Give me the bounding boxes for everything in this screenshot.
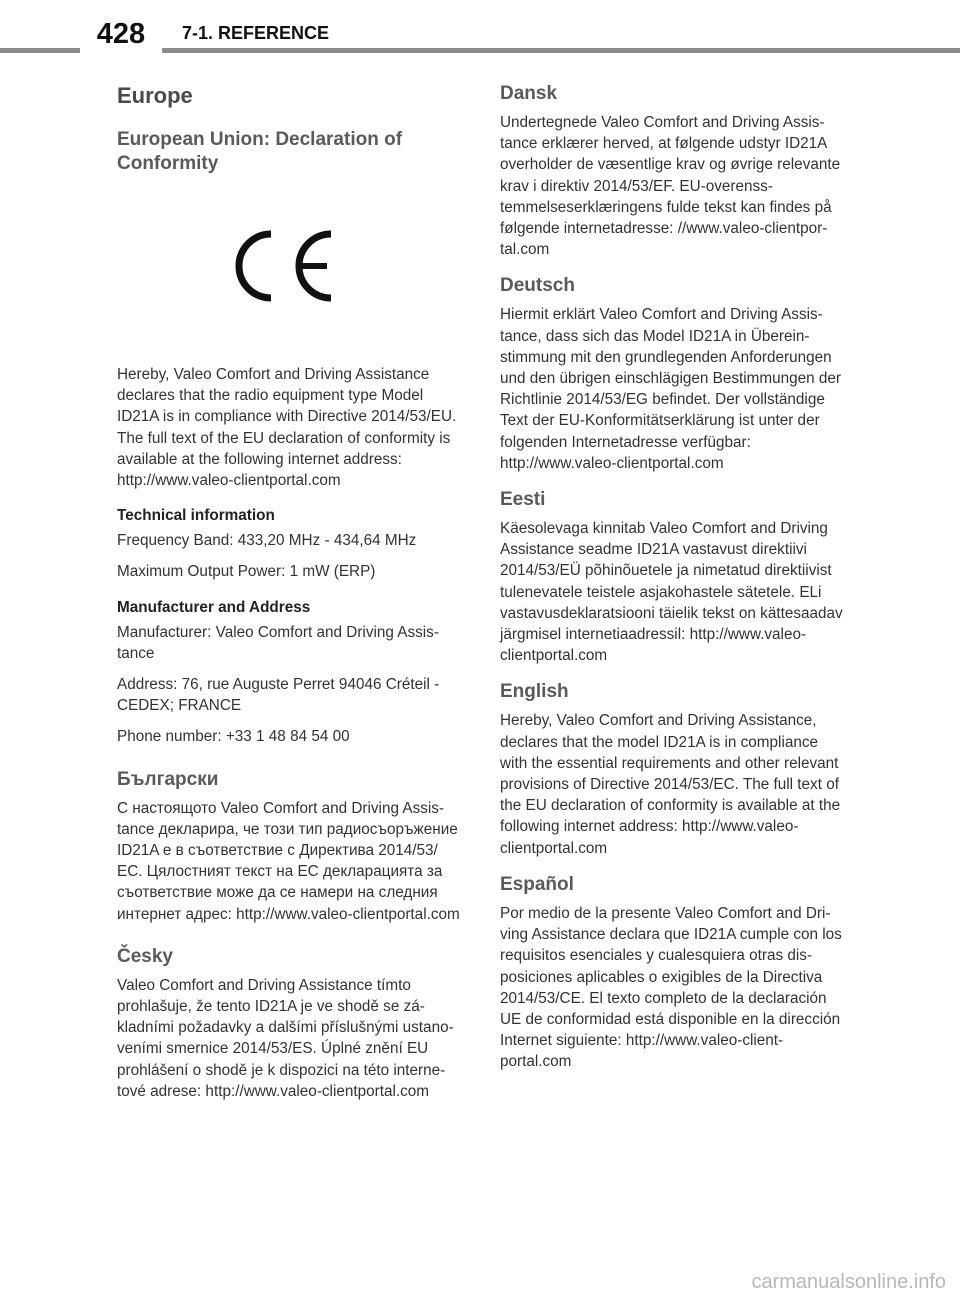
lang-heading-spanish: Español bbox=[500, 873, 574, 895]
lang-text-danish: Undertegnede Valeo Comfort and Driving Assistance erklærer herved, at følgende udstyr ID21A overholder de væsentlige krav og øvrige relevante krav i direktiv 2014/53/EF. EU-overensstemmelseserklæringens fulde tekst kan findes på følgende internetadresse: //www.valeo-clientportal.com bbox=[500, 114, 841, 259]
left-column bbox=[117, 76, 463, 1102]
right-column bbox=[500, 76, 846, 1073]
lang-text-bulgarian: С настоящото Valeo Comfort and Driving Assistance декларира, че този тип радиосъоръжение ID21A е в съответствие с Директива 2014/53/ЕС. Цялостният текст на ЕС декларацията за съответствие може да се намери на следния интернет адрес: http://www.valeo-clientportal.com bbox=[117, 799, 460, 923]
page-header bbox=[0, 0, 960, 58]
declaration-text: Hereby, Valeo Comfort and Driving Assistance declares that the radio equipment type Model ID21A is in compliance with Directive 2014/53/EU. The full text of the EU declaration of conformity is available at the following internet address: http://www.valeo-clientportal.com bbox=[117, 366, 457, 490]
page-number: 428 bbox=[80, 12, 162, 56]
manufacturer-address: Address: 76, rue Auguste Perret 94046 Créteil - CEDEX; FRANCE bbox=[117, 676, 440, 715]
technical-info-heading: Technical information bbox=[117, 507, 275, 525]
ce-mark-icon bbox=[235, 226, 339, 306]
lang-heading-czech: Česky bbox=[117, 945, 173, 967]
lang-heading-estonian: Eesti bbox=[500, 489, 546, 511]
manufacturer-heading: Manufacturer and Address bbox=[117, 598, 311, 616]
lang-heading-english: English bbox=[500, 681, 569, 703]
phone-number: Phone number: +33 1 48 84 54 00 bbox=[117, 728, 350, 746]
manufacturer-name: Manufacturer: Valeo Comfort and Driving Assistance bbox=[117, 623, 439, 662]
lang-text-english: Hereby, Valeo Comfort and Driving Assistance, declares that the model ID21A is in compliance with the essential requirements and other relevant provisions of Directive 2014/53/EC. The full text of the EU declaration of conformity is available at the following internet address: http://www.valeo-clientportal.com bbox=[500, 712, 841, 857]
lang-text-german: Hiermit erklärt Valeo Comfort and Driving Assistance, dass sich das Model ID21A in Übereinstimmung mit den grundlegenden Anforderungen und den übrigen einschlägigen Bestimmungen der Richtlinie 2014/53/EG befindet. Der vollständige Text der EU-Konformitätserklärung ist unter der folgenden Internetadresse verfügbar: http://www.valeo-clientportal.com bbox=[500, 306, 842, 472]
max-output-power: Maximum Output Power: 1 mW (ERP) bbox=[117, 563, 376, 581]
lang-text-czech: Valeo Comfort and Driving Assistance tímto prohlašuje, že tento ID21A je ve shodě se základními požadavky a dalšími příslušnými ustanoveními smernice 2014/53/ES. Úplné znění EU prohlášení o shodě je k dispozici na této internetové adrese: http://www.valeo-clientportal.com bbox=[117, 976, 454, 1100]
declaration-subtitle: European Union: Declaration of Conformity bbox=[117, 129, 403, 174]
lang-text-spanish: Por medio de la presente Valeo Comfort and Driving Assistance declara que ID21A cumple con los requisitos esenciales y cualesquiera otras disposiciones aplicables o exigibles de la Directiva 2014/53/CE. El texto completo de la declaración UE de conformidad está disponible en la dirección Internet siguiente: http://www.valeo-clientportal.com bbox=[500, 904, 842, 1071]
lang-heading-danish: Dansk bbox=[500, 83, 558, 104]
lang-heading-bulgarian: Български bbox=[117, 768, 219, 790]
region-heading: Europe bbox=[117, 83, 193, 108]
lang-heading-german: Deutsch bbox=[500, 275, 575, 297]
frequency-band: Frequency Band: 433,20 MHz - 434,64 MHz bbox=[117, 532, 417, 550]
section-title: 7-1. REFERENCE bbox=[182, 20, 335, 46]
watermark: carmanualsonline.info bbox=[751, 1271, 946, 1293]
lang-text-estonian: Käesolevaga kinnitab Valeo Comfort and Driving Assistance seadme ID21A vastavust direktiivi 2014/53/EÜ põhinõuetele ja nimetatud direktiivist tulenevatele teistele asjakohastele sätetele. ELi vastavusdeklaratsiooni täielik tekst on kättesaadav järgmisel internetiaadressil: http://www.valeo-clientportal.com bbox=[500, 520, 843, 665]
